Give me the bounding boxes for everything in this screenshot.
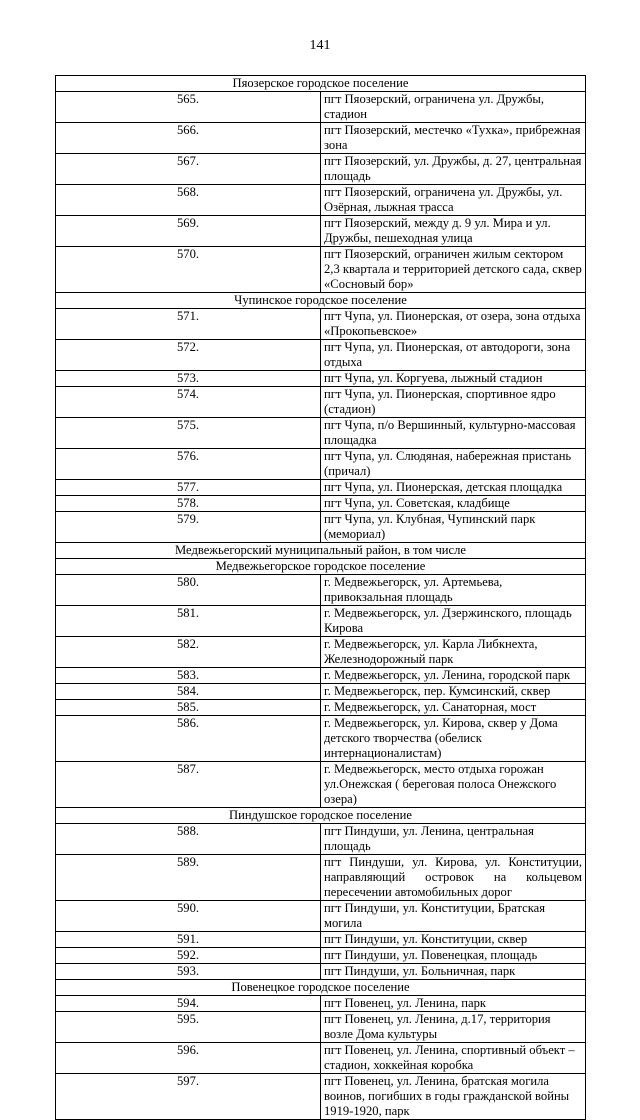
- table-row: [56, 901, 586, 932]
- location-description: пгт Пиндуши, ул. Конституции, сквер: [321, 932, 586, 948]
- table-row: [56, 92, 586, 123]
- row-number: 595.: [56, 1012, 321, 1043]
- table-row: [56, 762, 586, 808]
- location-description: пгт Пяозерский, между д. 9 ул. Мира и ул. Дружбы, пешеходная улица: [321, 216, 586, 247]
- row-number: 568.: [56, 185, 321, 216]
- section-title: Медвежьегорское городское поселение: [56, 559, 586, 575]
- row-number: 572.: [56, 340, 321, 371]
- table-row: [56, 1012, 586, 1043]
- row-number: 578.: [56, 496, 321, 512]
- locations-table: [55, 75, 586, 1120]
- table-row: [56, 637, 586, 668]
- location-description: пгт Чупа, ул. Пионерская, спортивное ядро (стадион): [321, 387, 586, 418]
- table-row: [56, 1074, 586, 1120]
- location-description: пгт Повенец, ул. Ленина, парк: [321, 996, 586, 1012]
- table-row: [56, 216, 586, 247]
- location-description: пгт Чупа, ул. Клубная, Чупинский парк (мемориал): [321, 512, 586, 543]
- section-header-row: [56, 808, 586, 824]
- table-row: [56, 716, 586, 762]
- section-title: Повенецкое городское поселение: [56, 980, 586, 996]
- table-row: [56, 309, 586, 340]
- location-description: г. Медвежьегорск, ул. Артемьева, привокзальная площадь: [321, 575, 586, 606]
- table-row: [56, 855, 586, 901]
- location-description: пгт Пиндуши, ул. Кирова, ул. Конституции, направляющий островок на кольцевом пересечении автомобильных дорог: [321, 855, 586, 901]
- row-number: 580.: [56, 575, 321, 606]
- location-description: пгт Пяозерский, ограничена ул. Дружбы, стадион: [321, 92, 586, 123]
- location-description: пгт Чупа, ул. Коргуева, лыжный стадион: [321, 371, 586, 387]
- table-row: [56, 932, 586, 948]
- row-number: 571.: [56, 309, 321, 340]
- section-title: Медвежьегорский муниципальный район, в том числе: [56, 543, 586, 559]
- section-header-row: [56, 76, 586, 92]
- table-row: [56, 418, 586, 449]
- table-row: [56, 387, 586, 418]
- table-row: [56, 512, 586, 543]
- row-number: 584.: [56, 684, 321, 700]
- location-description: пгт Пиндуши, ул. Конституции, Братская могила: [321, 901, 586, 932]
- row-number: 582.: [56, 637, 321, 668]
- location-description: пгт Чупа, ул. Слюдяная, набережная пристань (причал): [321, 449, 586, 480]
- location-description: пгт Чупа, ул. Пионерская, детская площадка: [321, 480, 586, 496]
- row-number: 570.: [56, 247, 321, 293]
- table-row: [56, 824, 586, 855]
- location-description: г. Медвежьегорск, ул. Ленина, городской парк: [321, 668, 586, 684]
- location-description: пгт Пяозерский, ул. Дружбы, д. 27, центральная площадь: [321, 154, 586, 185]
- location-description: пгт Повенец, ул. Ленина, братская могила воинов, погибших в годы гражданской войны 1919-1920, парк: [321, 1074, 586, 1120]
- location-description: пгт Чупа, п/о Вершинный, культурно-массовая площадка: [321, 418, 586, 449]
- location-description: г. Медвежьегорск, пер. Кумсинский, сквер: [321, 684, 586, 700]
- section-title: Пяозерское городское поселение: [56, 76, 586, 92]
- location-description: пгт Пяозерский, ограничен жилым сектором 2,3 квартала и территорией детского сада, сквер «Сосновый бор»: [321, 247, 586, 293]
- location-description: пгт Пиндуши, ул. Больничная, парк: [321, 964, 586, 980]
- row-number: 567.: [56, 154, 321, 185]
- table-row: [56, 668, 586, 684]
- section-header-row: [56, 559, 586, 575]
- location-description: пгт Чупа, ул. Пионерская, от автодороги, зона отдыха: [321, 340, 586, 371]
- row-number: 586.: [56, 716, 321, 762]
- row-number: 579.: [56, 512, 321, 543]
- row-number: 565.: [56, 92, 321, 123]
- table-row: [56, 154, 586, 185]
- table-row: [56, 575, 586, 606]
- row-number: 592.: [56, 948, 321, 964]
- table-row: [56, 247, 586, 293]
- table-row: [56, 684, 586, 700]
- table-row: [56, 606, 586, 637]
- table-row: [56, 449, 586, 480]
- table-row: [56, 996, 586, 1012]
- row-number: 593.: [56, 964, 321, 980]
- location-description: пгт Пяозерский, ограничена ул. Дружбы, ул. Озёрная, лыжная трасса: [321, 185, 586, 216]
- row-number: 588.: [56, 824, 321, 855]
- row-number: 597.: [56, 1074, 321, 1120]
- row-number: 577.: [56, 480, 321, 496]
- table-row: [56, 496, 586, 512]
- section-header-row: [56, 543, 586, 559]
- section-title: Чупинское городское поселение: [56, 293, 586, 309]
- location-description: пгт Повенец, ул. Ленина, д.17, территория возле Дома культуры: [321, 1012, 586, 1043]
- row-number: 581.: [56, 606, 321, 637]
- row-number: 574.: [56, 387, 321, 418]
- table-row: [56, 700, 586, 716]
- row-number: 566.: [56, 123, 321, 154]
- section-header-row: [56, 293, 586, 309]
- row-number: 575.: [56, 418, 321, 449]
- row-number: 585.: [56, 700, 321, 716]
- row-number: 573.: [56, 371, 321, 387]
- location-description: г. Медвежьегорск, ул. Кирова, сквер у Дома детского творчества (обелиск интернационалистам): [321, 716, 586, 762]
- page-number: 141: [309, 38, 331, 53]
- section-title: Пиндушское городское поселение: [56, 808, 586, 824]
- location-description: пгт Чупа, ул. Пионерская, от озера, зона отдыха «Прокопьевское»: [321, 309, 586, 340]
- location-description: пгт Чупа, ул. Советская, кладбище: [321, 496, 586, 512]
- row-number: 590.: [56, 901, 321, 932]
- location-description: г. Медвежьегорск, ул. Дзержинского, площадь Кирова: [321, 606, 586, 637]
- location-description: пгт Пиндуши, ул. Ленина, центральная площадь: [321, 824, 586, 855]
- location-description: пгт Пяозерский, местечко «Тухка», прибрежная зона: [321, 123, 586, 154]
- row-number: 596.: [56, 1043, 321, 1074]
- location-description: пгт Повенец, ул. Ленина, спортивный объект – стадион, хоккейная коробка: [321, 1043, 586, 1074]
- table-row: [56, 340, 586, 371]
- row-number: 591.: [56, 932, 321, 948]
- table-row: [56, 948, 586, 964]
- location-description: г. Медвежьегорск, место отдыха горожан ул.Онежская ( береговая полоса Онежского озера): [321, 762, 586, 808]
- row-number: 569.: [56, 216, 321, 247]
- location-description: пгт Пиндуши, ул. Повенецкая, площадь: [321, 948, 586, 964]
- row-number: 589.: [56, 855, 321, 901]
- locations-table-body: [56, 76, 586, 1120]
- table-row: [56, 371, 586, 387]
- location-description: г. Медвежьегорск, ул. Карла Либкнехта, Железнодорожный парк: [321, 637, 586, 668]
- location-description: г. Медвежьегорск, ул. Санаторная, мост: [321, 700, 586, 716]
- table-row: [56, 964, 586, 980]
- row-number: 576.: [56, 449, 321, 480]
- table-row: [56, 1043, 586, 1074]
- table-row: [56, 123, 586, 154]
- row-number: 583.: [56, 668, 321, 684]
- section-header-row: [56, 980, 586, 996]
- row-number: 594.: [56, 996, 321, 1012]
- table-row: [56, 185, 586, 216]
- table-row: [56, 480, 586, 496]
- row-number: 587.: [56, 762, 321, 808]
